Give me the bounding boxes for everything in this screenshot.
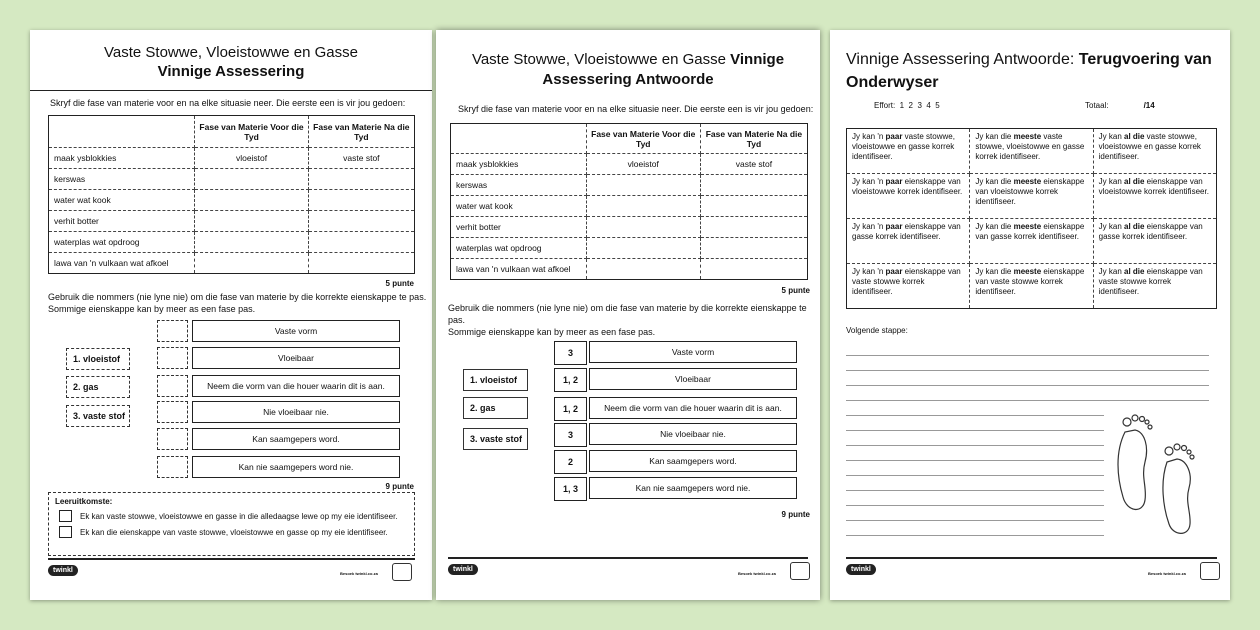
answer-box[interactable]: 2 xyxy=(554,450,587,474)
situation-cell: kerswas xyxy=(49,169,195,190)
writing-line[interactable] xyxy=(846,445,1104,446)
property-box: Vloeibaar xyxy=(589,368,797,390)
writing-line[interactable] xyxy=(846,535,1104,536)
property-box: Kan saamgepers word. xyxy=(589,450,797,472)
learning-outcomes xyxy=(48,492,415,556)
situation-cell: verhit botter xyxy=(49,211,195,232)
points: 5 punte xyxy=(385,279,414,288)
answer-cell[interactable] xyxy=(195,169,308,190)
quality-badge-icon xyxy=(790,562,810,580)
rubric-cell[interactable]: Jy kan 'n paar eienskappe van gasse korrek identifiseer. xyxy=(847,219,970,264)
phase-box: 1. vloeistof xyxy=(463,369,528,391)
total: Totaal: /14 xyxy=(1085,101,1155,110)
feedback-rubric xyxy=(846,128,1217,309)
situation-cell: lawa van 'n vulkaan wat afkoel xyxy=(451,259,587,280)
title: Vaste Stowwe, Vloeistowwe en Gasse xyxy=(103,44,358,61)
table-row xyxy=(451,175,808,196)
table-row xyxy=(451,196,808,217)
worksheet-page xyxy=(436,30,820,600)
writing-line[interactable] xyxy=(846,385,1209,386)
phase-table: Fase van Materie Voor die Tyd Fase van Materie Na die Tyd maak ysblokkies vloeistof vaste stof kerswas water wat kook verhit botter waterplas wat opdroog lawa van 'n vulkaan wat afkoel xyxy=(48,115,415,274)
quality-badge-icon xyxy=(392,563,412,581)
worksheet-page xyxy=(830,30,1230,600)
checkbox[interactable] xyxy=(59,510,72,522)
footer-link[interactable]: Besoek twinkl.co.za xyxy=(738,571,776,576)
answer-box[interactable] xyxy=(157,375,188,397)
footer-link[interactable]: Besoek twinkl.co.za xyxy=(340,571,378,576)
answer-box[interactable] xyxy=(157,401,188,423)
writing-line[interactable] xyxy=(846,430,1104,431)
points: 9 punte xyxy=(781,510,810,519)
twinkl-logo: twinkl xyxy=(448,564,478,575)
situation-cell: waterplas wat opdroog xyxy=(49,232,195,253)
answer-cell[interactable] xyxy=(700,238,807,259)
table-row xyxy=(49,148,415,169)
answer-box[interactable] xyxy=(157,347,188,369)
rubric-row xyxy=(847,264,1217,309)
answer-cell[interactable] xyxy=(586,196,700,217)
phase-table: Fase van Materie Voor die Tyd Fase van Materie Na die Tyd maak ysblokkies vloeistof vaste stof kerswas water wat kook verhit botter waterplas wat opdroog lawa van 'n vulkaan wat afkoel xyxy=(450,123,808,280)
answer-cell[interactable] xyxy=(195,232,308,253)
next-steps-label: Volgende stappe: xyxy=(846,326,908,335)
table-row xyxy=(451,154,808,175)
phase-box: 3. vaste stof xyxy=(463,428,528,450)
situation-cell: water wat kook xyxy=(49,190,195,211)
writing-line[interactable] xyxy=(846,520,1104,521)
answer-box[interactable] xyxy=(157,320,188,342)
writing-line[interactable] xyxy=(846,400,1209,401)
answer-cell[interactable]: vloeistof xyxy=(195,148,308,169)
rubric-cell[interactable]: Jy kan al die vaste stowwe, vloeistowwe en gasse korrek identifiseer. xyxy=(1093,129,1216,174)
outcome-item[interactable]: Ek kan die eienskappe van vaste stowwe, vloeistowwe en gasse op my eie identifiseer. xyxy=(59,526,404,538)
match-instruction: Gebruik die nommers (nie lyne nie) om die fase van materie by die korrekte eienskappe te pas. Sommige eienskappe kan by meer as een fase pas. xyxy=(448,303,807,337)
situation-cell: maak ysblokkies xyxy=(451,154,587,175)
answer-cell[interactable] xyxy=(586,217,700,238)
rubric-cell[interactable]: Jy kan 'n paar eienskappe van vaste stowwe korrek identifiseer. xyxy=(847,264,970,309)
property-box: Kan nie saamgepers word nie. xyxy=(192,456,400,478)
footer-divider xyxy=(48,558,415,560)
answer-cell[interactable] xyxy=(308,190,414,211)
writing-line[interactable] xyxy=(846,415,1104,416)
effort: Effort: 1 2 3 4 5 xyxy=(874,101,940,110)
match-instruction: Gebruik die nommers (nie lyne nie) om die fase van materie by die korrekte eienskappe te pas. Sommige eienskappe kan by meer as een fase pas. xyxy=(48,292,427,314)
situation-cell: waterplas wat opdroog xyxy=(451,238,587,259)
rubric-cell[interactable]: Jy kan al die eienskappe van vloeistowwe korrek identifiseer. xyxy=(1093,174,1216,219)
answer-cell[interactable] xyxy=(586,238,700,259)
instruction: Skryf die fase van materie voor en na elke situasie neer. Die eerste een is vir jou gedoen: xyxy=(50,98,406,108)
property-box: Neem die vorm van die houer waarin dit is aan. xyxy=(192,375,400,397)
answer-box[interactable]: 1, 2 xyxy=(554,368,587,392)
answer-cell[interactable]: vaste stof xyxy=(308,148,414,169)
answer-cell[interactable]: vaste stof xyxy=(700,154,807,175)
table-row xyxy=(49,190,415,211)
property-box: Nie vloeibaar nie. xyxy=(192,401,400,423)
points: 5 punte xyxy=(781,286,810,295)
answer-cell[interactable] xyxy=(586,259,700,280)
rubric-cell[interactable]: Jy kan die meeste vaste stowwe, vloeistowwe en gasse korrek identifiseer. xyxy=(970,129,1093,174)
subtitle: Vinnige Assessering xyxy=(157,63,305,80)
writing-line[interactable] xyxy=(846,475,1104,476)
answer-cell[interactable] xyxy=(700,196,807,217)
answer-cell[interactable] xyxy=(700,217,807,238)
property-box: Kan saamgepers word. xyxy=(192,428,400,450)
answer-box[interactable]: 1, 2 xyxy=(554,397,587,421)
rubric-cell[interactable]: Jy kan al die eienskappe van vaste stowwe korrek identifiseer. xyxy=(1093,264,1216,309)
footer-divider xyxy=(448,557,808,559)
rubric-cell[interactable]: Jy kan 'n paar vaste stowwe, vloeistowwe en gasse korrek identifiseer. xyxy=(847,129,970,174)
answer-cell[interactable] xyxy=(308,253,414,274)
points: 9 punte xyxy=(385,482,414,491)
rubric-row xyxy=(847,174,1217,219)
table-row xyxy=(451,217,808,238)
writing-line[interactable] xyxy=(846,355,1209,356)
situation-cell: maak ysblokkies xyxy=(49,148,195,169)
outcome-item[interactable]: Ek kan vaste stowwe, vloeistowwe en gasse in die alledaagse lewe op my eie identifiseer. xyxy=(59,510,404,522)
instruction: Skryf die fase van materie voor en na elke situasie neer. Die eerste een is vir jou gedoen: xyxy=(458,104,814,114)
situation-cell: water wat kook xyxy=(451,196,587,217)
checkbox[interactable] xyxy=(59,526,72,538)
phase-box: 1. vloeistof xyxy=(66,348,130,370)
property-box: Kan nie saamgepers word nie. xyxy=(589,477,797,499)
footer-link[interactable]: Besoek twinkl.co.za xyxy=(1148,571,1186,576)
answer-box[interactable] xyxy=(157,428,188,450)
worksheet-page xyxy=(30,30,432,600)
rubric-cell[interactable]: Jy kan die meeste eienskappe van vaste stowwe korrek identifiseer. xyxy=(970,264,1093,309)
situation-cell: lawa van 'n vulkaan wat afkoel xyxy=(49,253,195,274)
answer-cell[interactable] xyxy=(308,211,414,232)
phase-box: 2. gas xyxy=(66,376,130,398)
rubric-cell[interactable]: Jy kan die meeste eienskappe van vloeistowwe korrek identifiseer. xyxy=(970,174,1093,219)
answer-cell[interactable] xyxy=(195,190,308,211)
rubric-cell[interactable]: Jy kan 'n paar eienskappe van vloeistowwe korrek identifiseer. xyxy=(847,174,970,219)
property-box: Vaste vorm xyxy=(589,341,797,363)
twinkl-logo: twinkl xyxy=(48,565,78,576)
twinkl-logo: twinkl xyxy=(846,564,876,575)
table-row xyxy=(49,232,415,253)
answer-box[interactable]: 1, 3 xyxy=(554,477,587,501)
table-row xyxy=(49,169,415,190)
title: Vaste Stowwe, Vloeistowwe en Gasse Vinnige Assessering Antwoorde xyxy=(471,51,785,88)
title: Vinnige Assessering Antwoorde: Terugvoering van Onderwyser xyxy=(846,51,1212,91)
phase-box: 3. vaste stof xyxy=(66,405,130,427)
table-row xyxy=(451,259,808,280)
situation-cell: kerswas xyxy=(451,175,587,196)
property-box: Neem die vorm van die houer waarin dit is aan. xyxy=(589,397,797,419)
answer-cell[interactable] xyxy=(700,259,807,280)
footprints-icon xyxy=(1105,402,1205,542)
quality-badge-icon xyxy=(1200,562,1220,580)
writing-line[interactable] xyxy=(846,370,1209,371)
answer-cell[interactable] xyxy=(308,169,414,190)
phase-box: 2. gas xyxy=(463,397,528,419)
answer-cell[interactable] xyxy=(700,175,807,196)
property-box: Vaste vorm xyxy=(192,320,400,342)
writing-line[interactable] xyxy=(846,505,1104,506)
answer-cell[interactable] xyxy=(195,211,308,232)
page-header xyxy=(30,30,432,91)
answer-cell[interactable] xyxy=(195,253,308,274)
answer-box[interactable]: 3 xyxy=(554,341,587,365)
effort-scale[interactable]: 1 2 3 4 5 xyxy=(899,101,940,110)
answer-cell[interactable]: vloeistof xyxy=(586,154,700,175)
table-row xyxy=(451,238,808,259)
table-row xyxy=(49,211,415,232)
answer-cell[interactable] xyxy=(586,175,700,196)
answer-box[interactable]: 3 xyxy=(554,423,587,447)
property-box: Nie vloeibaar nie. xyxy=(589,423,797,445)
outcomes-title: Leeruitkomste: xyxy=(55,497,113,506)
table-row xyxy=(49,253,415,274)
situation-cell: verhit botter xyxy=(451,217,587,238)
answer-box[interactable] xyxy=(157,456,188,478)
writing-line[interactable] xyxy=(846,490,1104,491)
writing-line[interactable] xyxy=(846,460,1104,461)
footer-divider xyxy=(846,557,1217,559)
rubric-cell[interactable]: Jy kan al die eienskappe van gasse korrek identifiseer. xyxy=(1093,219,1216,264)
rubric-row xyxy=(847,219,1217,264)
rubric-row xyxy=(847,129,1217,174)
property-box: Vloeibaar xyxy=(192,347,400,369)
answer-cell[interactable] xyxy=(308,232,414,253)
rubric-cell[interactable]: Jy kan die meeste eienskappe van gasse korrek identifiseer. xyxy=(970,219,1093,264)
